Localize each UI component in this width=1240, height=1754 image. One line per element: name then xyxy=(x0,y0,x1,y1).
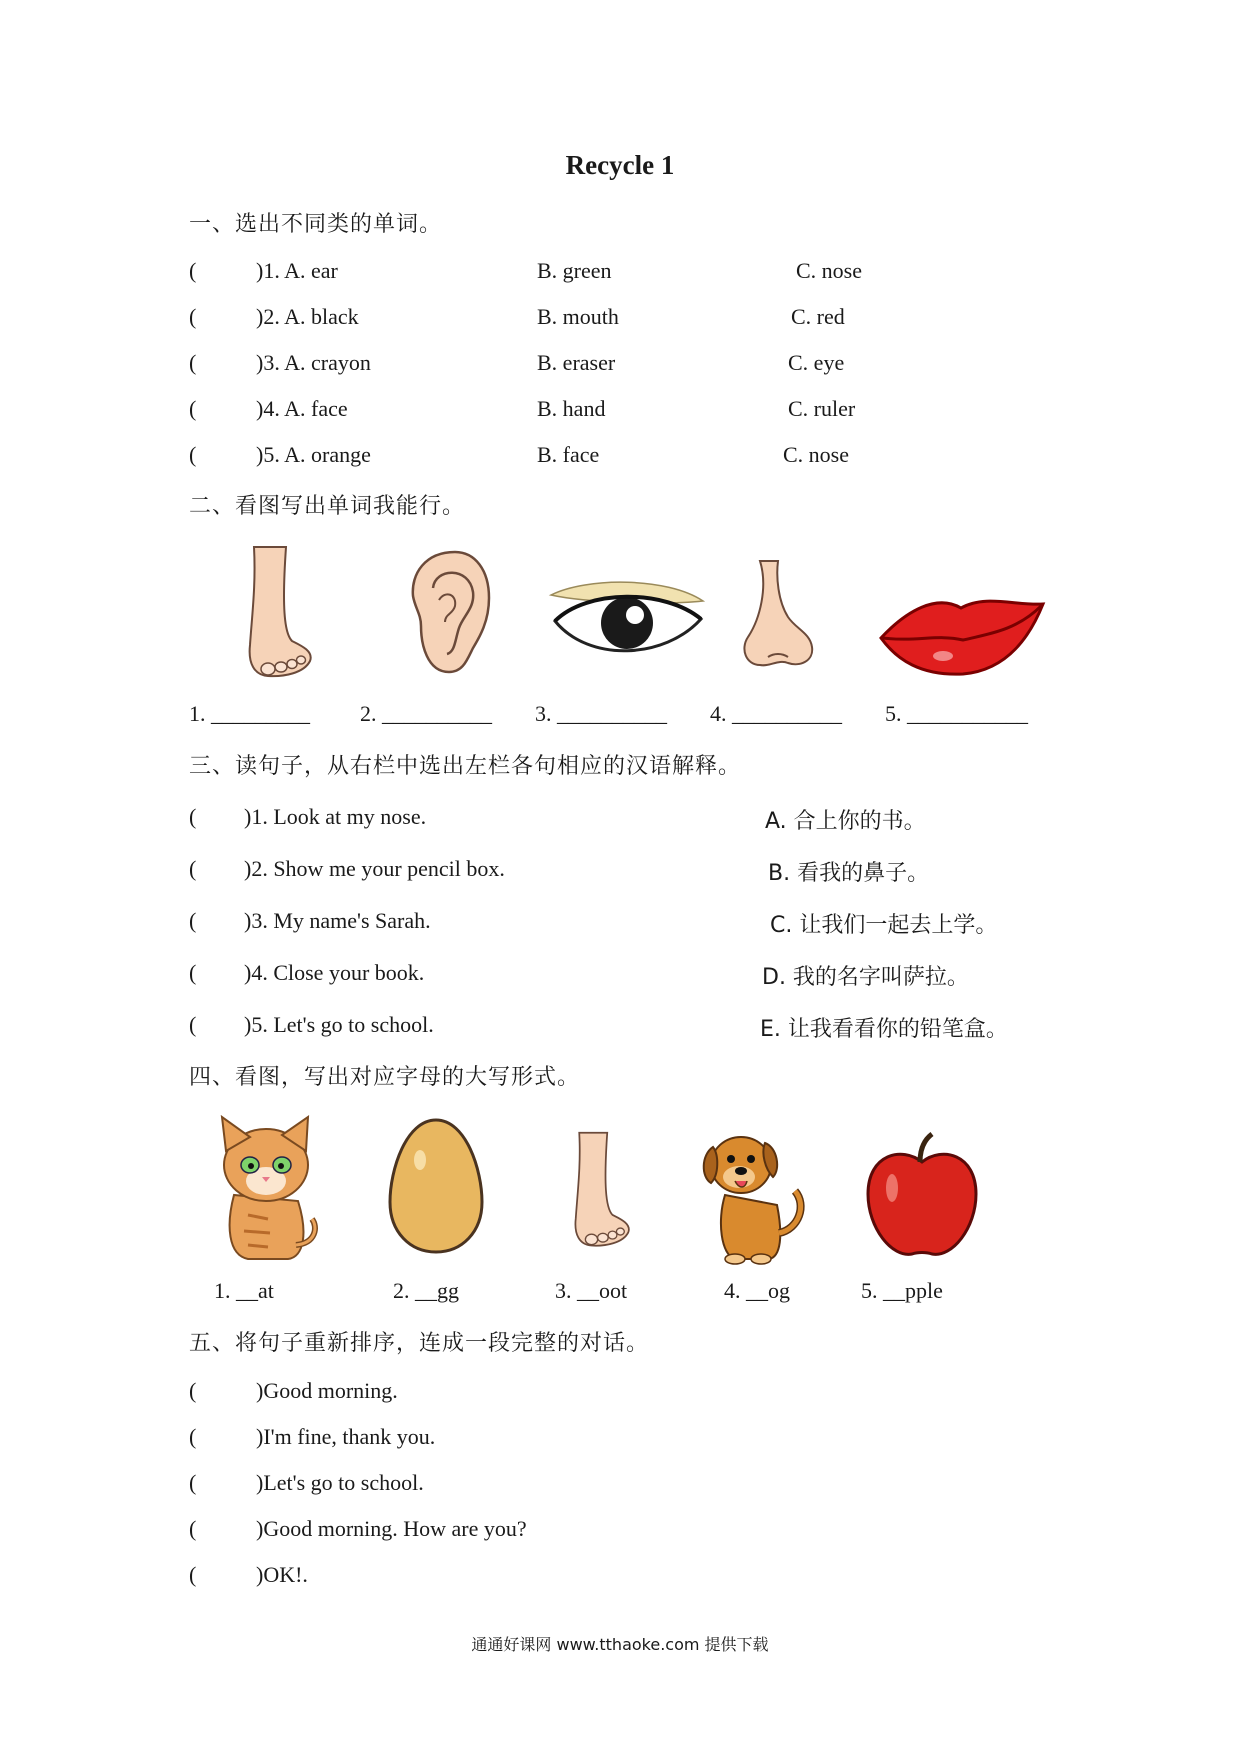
answer-blank[interactable]: 5. ___________ xyxy=(885,701,1028,726)
option-b: B. mouth xyxy=(537,304,619,329)
option-b: B. face xyxy=(537,442,600,467)
eye-icon xyxy=(547,575,707,670)
dialogue-line: )I'm fine, thank you. xyxy=(256,1424,436,1449)
translation: B. 看我的鼻子。 xyxy=(768,861,930,886)
answer-bracket[interactable]: ( xyxy=(189,1562,197,1587)
translation: C. 让我们一起去上学。 xyxy=(770,913,998,938)
answer-bracket[interactable]: ( xyxy=(189,804,197,829)
dog-icon xyxy=(695,1125,815,1265)
section1-heading: 一、选出不同类的单词。 xyxy=(189,212,443,237)
sentence: )3. My name's Sarah. xyxy=(244,908,431,933)
answer-bracket[interactable]: ( xyxy=(189,1424,197,1449)
option-c: C. nose xyxy=(783,442,849,467)
answer-blank[interactable]: 3. __oot xyxy=(555,1278,628,1303)
answer-bracket[interactable]: ( xyxy=(189,396,197,421)
answer-blank[interactable]: 4. __og xyxy=(724,1278,790,1303)
answer-bracket[interactable]: ( xyxy=(189,304,197,329)
answer-bracket[interactable]: ( xyxy=(189,442,197,467)
option-b: B. hand xyxy=(537,396,606,421)
answer-blank[interactable]: 2. __________ xyxy=(360,701,492,726)
cat-icon xyxy=(208,1115,323,1265)
option-c: C. eye xyxy=(788,350,845,375)
answer-blank[interactable]: 5. __pple xyxy=(861,1278,943,1303)
foot-icon xyxy=(567,1130,637,1250)
option-a: )5. A. orange xyxy=(256,442,371,467)
apple-icon xyxy=(862,1132,982,1262)
dialogue-line: )Good morning. How are you? xyxy=(256,1516,527,1541)
option-a: )1. A. ear xyxy=(256,258,338,283)
section5-heading: 五、将句子重新排序，连成一段完整的对话。 xyxy=(189,1331,650,1356)
egg-icon xyxy=(386,1116,486,1256)
section3-heading: 三、读句子，从右栏中选出左栏各句相应的汉语解释。 xyxy=(189,754,742,779)
section2-heading: 二、看图写出单词我能行。 xyxy=(189,494,466,519)
answer-blank[interactable]: 3. __________ xyxy=(535,701,667,726)
answer-blank[interactable]: 1. _________ xyxy=(189,701,310,726)
option-b: B. eraser xyxy=(537,350,616,375)
sentence: )4. Close your book. xyxy=(244,960,425,985)
ear-icon xyxy=(405,548,495,678)
sentence: )5. Let's go to school. xyxy=(244,1012,434,1037)
answer-bracket[interactable]: ( xyxy=(189,908,197,933)
answer-bracket[interactable]: ( xyxy=(189,350,197,375)
answer-bracket[interactable]: ( xyxy=(189,960,197,985)
option-a: )3. A. crayon xyxy=(256,350,371,375)
answer-bracket[interactable]: ( xyxy=(189,856,197,881)
answer-bracket[interactable]: ( xyxy=(189,1470,197,1495)
option-c: C. ruler xyxy=(788,396,856,421)
sentence: )2. Show me your pencil box. xyxy=(244,856,505,881)
dialogue-line: )Good morning. xyxy=(256,1378,398,1403)
answer-blank[interactable]: 4. __________ xyxy=(710,701,842,726)
sentence: )1. Look at my nose. xyxy=(244,804,427,829)
dialogue-line: )Let's go to school. xyxy=(256,1470,424,1495)
dialogue-line: )OK!. xyxy=(256,1562,308,1587)
answer-blank[interactable]: 2. __gg xyxy=(393,1278,459,1303)
page-title: Recycle 1 xyxy=(565,150,675,180)
answer-bracket[interactable]: ( xyxy=(189,258,197,283)
answer-bracket[interactable]: ( xyxy=(189,1378,197,1403)
section4-heading: 四、看图，写出对应字母的大写形式。 xyxy=(189,1065,581,1090)
answer-bracket[interactable]: ( xyxy=(189,1012,197,1037)
translation: E. 让我看看你的铅笔盒。 xyxy=(760,1017,1008,1042)
option-b: B. green xyxy=(537,258,612,283)
answer-bracket[interactable]: ( xyxy=(189,1516,197,1541)
foot-icon xyxy=(240,545,320,680)
option-c: C. red xyxy=(791,304,845,329)
option-c: C. nose xyxy=(796,258,862,283)
answer-blank[interactable]: 1. __at xyxy=(214,1278,274,1303)
translation: A. 合上你的书。 xyxy=(765,809,926,834)
nose-icon xyxy=(738,557,818,672)
translation: D. 我的名字叫萨拉。 xyxy=(762,965,969,990)
footer-text: 通通好课网 www.tthaoke.com 提供下载 xyxy=(471,1635,769,1654)
lips-icon xyxy=(877,590,1047,680)
option-a: )2. A. black xyxy=(256,304,359,329)
option-a: )4. A. face xyxy=(256,396,348,421)
